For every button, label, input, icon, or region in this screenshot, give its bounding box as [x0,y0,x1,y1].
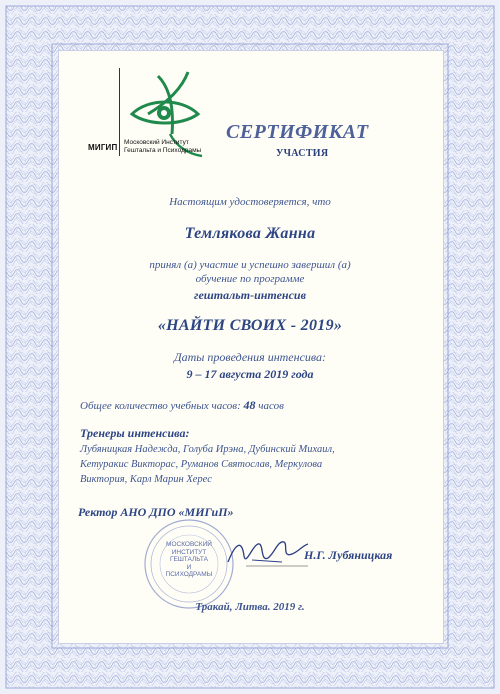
accomplishment-line2: обучение по программе [195,273,305,285]
dates-label: Даты проведения интенсива: [173,350,327,364]
trainers-list [80,442,440,487]
certificate-title: СЕРТИФИКАТ [226,121,369,143]
stamp-line1: МОСКОВСКИЙ [166,541,212,548]
event-name: «НАЙТИ СВОИХ - 2019» [157,317,343,334]
certificate-subtitle: УЧАСТИЯ [276,148,329,159]
recipient-name: Темлякова Жанна [184,225,316,242]
trainers-line2: Кетуракис Викторас, Руманов Святослав, Меркулова [80,459,323,470]
org-full-name [124,139,234,154]
org-name-line1: Московский Институт [124,139,189,146]
stamp-line5: ПСИХОДРАМЫ [165,571,213,578]
trainers-line1: Лубяницкая Надежда, Голуба Ирэна, Дубинский Михаил, [80,444,335,455]
logo-divider [119,68,120,156]
org-abbreviation: МИГИП [88,143,118,152]
place-date: Тракай, Литва. 2019 г. [195,601,305,613]
handwritten-signature [222,532,312,572]
hours-label: Общее количество учебных часов: [80,400,241,412]
certifies-text: Настоящим удостоверяется, что [169,196,331,208]
hours-line [80,398,284,413]
org-name-line2: Гештальта и Психодрамы [124,146,202,154]
stamp-line2: ИНСТИТУТ [171,548,207,556]
stamp-text [158,541,220,579]
program-name: гештальт-интенсив [194,288,306,302]
trainers-heading: Тренеры интенсива: [80,426,190,440]
stamp-line3: ГЕШТАЛЬТА [169,556,209,563]
accomplishment-line1: принял (а) участие и успешно завершил (а) [149,259,351,271]
rector-label: Ректор АНО ДПО «МИГиП» [78,505,234,519]
trainers-line3: Виктория, Карл Марин Херес [80,474,212,485]
hours-value: 48 [243,398,256,412]
dates-value: 9 – 17 августа 2019 года [186,367,314,381]
stamp-line4: И [186,563,192,571]
signatory-name: Н.Г. Лубяницкая [304,548,393,562]
hours-unit: часов [258,400,284,412]
